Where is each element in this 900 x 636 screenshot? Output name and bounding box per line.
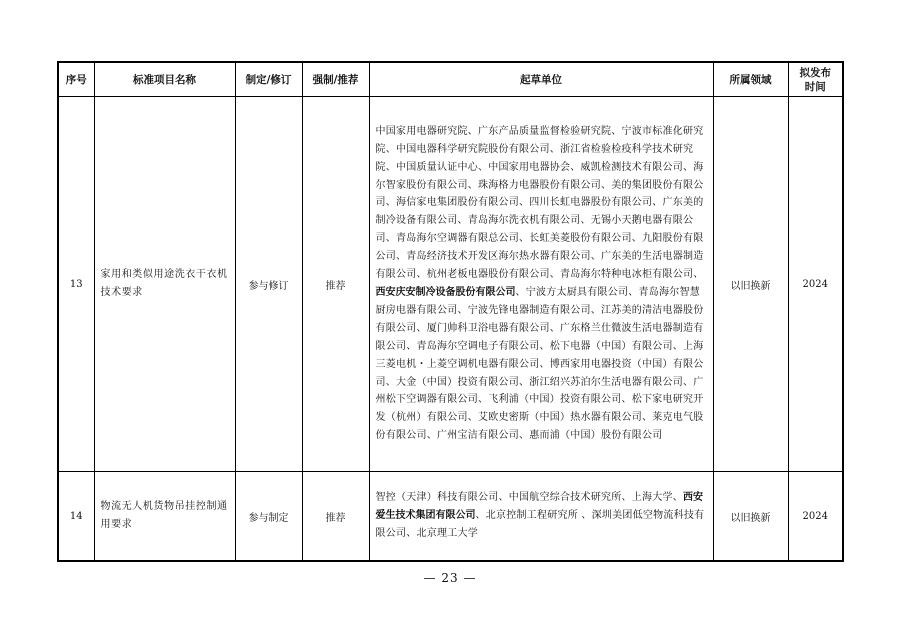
table-row xyxy=(58,472,843,562)
row-nature: 推荐 xyxy=(302,97,369,472)
header-seq: 序号 xyxy=(58,62,94,97)
table-row xyxy=(58,97,843,472)
drafters-text: 智控（天津）科技有限公司、中国航空综合技术研究所、上海大学、 xyxy=(375,492,683,504)
row-drafters xyxy=(369,97,713,472)
row-field: 以旧换新 xyxy=(713,97,788,472)
header-field: 所属领域 xyxy=(713,62,788,97)
header-year xyxy=(788,62,843,97)
header-nature: 强制/推荐 xyxy=(302,62,369,97)
header-type: 制定/修订 xyxy=(235,62,302,97)
row-type: 参与修订 xyxy=(235,97,302,472)
drafters-text: 中国家用电器研究院、广东产品质量监督检验研究院、宁波市标准化研究院、中国电器科学研究院股份有限公司、浙江省检验检疫科学技术研究院、中国质量认证中心、中国家用电器协会、威凯检测技术有限公司、海尔智家股份有限公司、珠海格力电器股份有限公司、美的集团股份有限公司、海信家电集团股份有限公司、四川长虹电器股份有限公司、广东美的制冷设备有限公司、青岛海尔洗衣机有限公司、无锡小天鹅电器有限公司、青岛海尔空调器有限总公司、长虹美菱股份有限公司、九阳股份有限公司、青岛经济技术开发区海尔热水器有限公司、广东美的生活电器制造有限公司、杭州老板电器股份有限公司、青岛海尔特种电冰柜有限公司、 xyxy=(375,125,704,281)
row-standard-name: 家用和类似用途洗衣干衣机技术要求 xyxy=(94,97,235,472)
row-seq: 14 xyxy=(58,472,94,562)
row-seq: 13 xyxy=(58,97,94,472)
header-year-line2: 时间 xyxy=(804,80,826,93)
row-type: 参与制定 xyxy=(235,472,302,562)
drafters-text: 、北京控制工程研究所 、深圳美团低空物流科技有限公司、北京理工大学 xyxy=(375,510,705,539)
header-name: 标准项目名称 xyxy=(94,62,235,97)
standards-table xyxy=(57,61,844,562)
row-field: 以旧换新 xyxy=(713,472,788,562)
drafters-text: 、宁波方太厨具有限公司、青岛海尔智慧厨房电器有限公司、宁波先锋电器制造有限公司、江苏美的清洁电器股份有限公司、厦门帅科卫浴电器有限公司、广东格兰仕微波生活电器制造有限公司、青岛海尔空调电子有限公司、松下电器（中国）有限公司、上海三菱电机・上菱空调机电器有限公司、博西家用电器投资（中国）有限公司、大金（中国）投资有限公司、浙江绍兴苏泊尔生活电器有限公司、广州松下空调器有限公司、飞利浦（中国）投资有限公司、松下家电研究开发（杭州）有限公司、艾欧史密斯（中国）热水器有限公司、莱克电气股份有限公司、广州宝洁有限公司、惠而浦（中国）股份有限公司 xyxy=(375,287,704,442)
row-standard-name: 物流无人机货物吊挂控制通用要求 xyxy=(94,472,235,562)
drafters-highlight: 西安爱生技术集团有限公司 xyxy=(375,492,703,522)
header-year-line1: 拟发布 xyxy=(799,66,831,79)
table-header-row xyxy=(58,62,843,97)
header-drafters: 起草单位 xyxy=(369,62,713,97)
drafters-highlight: 西安庆安制冷设备股份有限公司 xyxy=(375,287,516,298)
row-year: 2024 xyxy=(788,97,843,472)
row-drafters xyxy=(369,472,713,562)
row-nature: 推荐 xyxy=(302,472,369,562)
row-year: 2024 xyxy=(788,472,843,562)
page-number: — 23 — xyxy=(423,571,477,585)
